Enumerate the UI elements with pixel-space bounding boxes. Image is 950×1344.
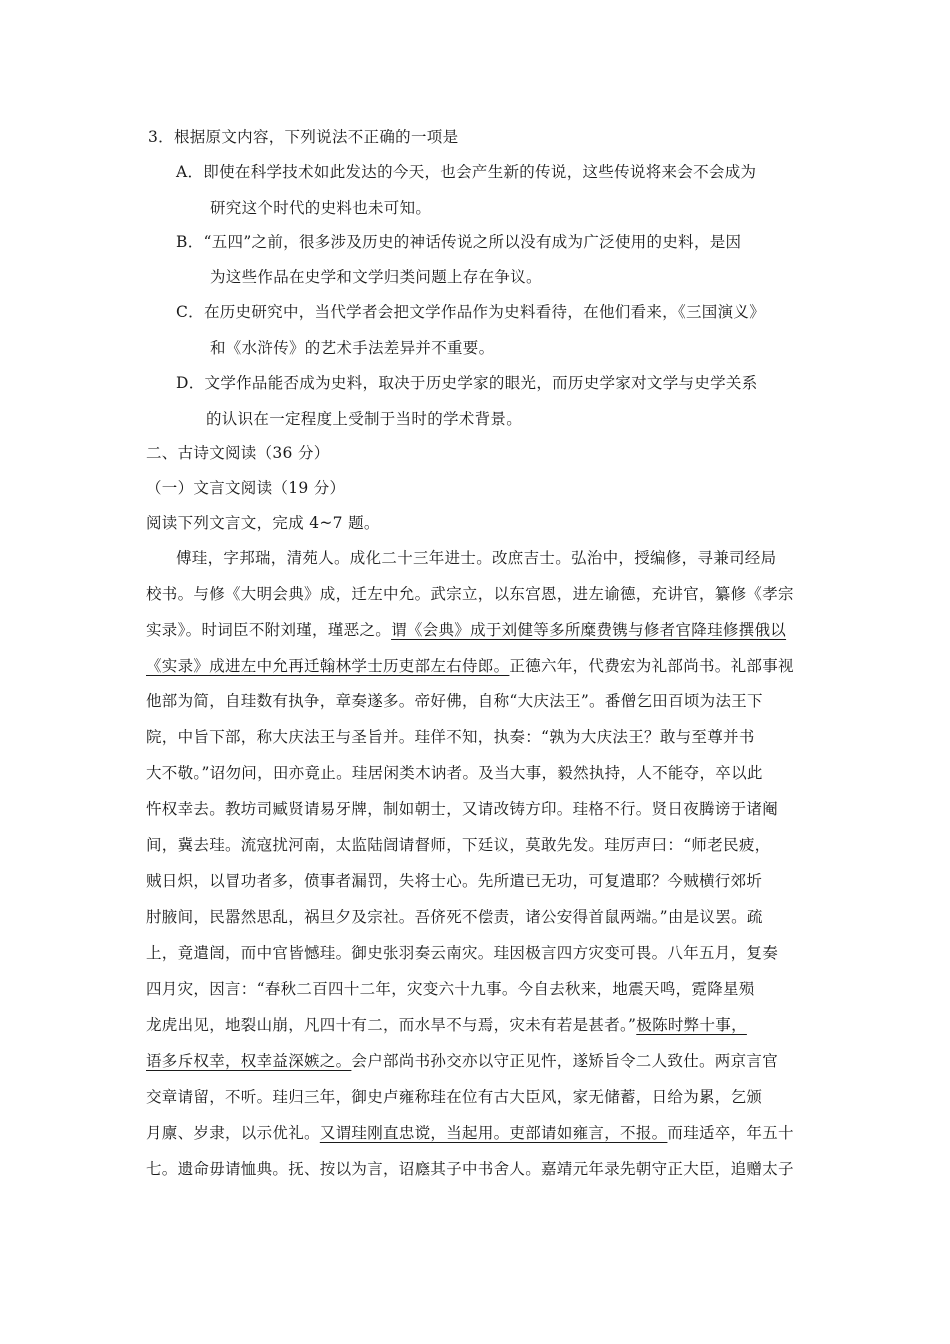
passage-line-7: 大不敬。”诏勿问，田亦竟止。珪居闲类木讷者。及当大事，毅然执持，人不能夺，卒以此 [146,764,763,782]
subsection-heading: （一）文言文阅读（19 分） [146,479,346,497]
reading-instruction: 阅读下列文言文，完成 4~7 题。 [146,514,380,532]
passage-line-8: 忤权幸去。教坊司臧贤请易牙牌，制如朝士，又请改铸方印。珪格不行。贤日夜腾谤于诸阉 [146,800,779,818]
passage-line-3 [146,619,786,641]
underlined-sentence-2-cont: 语多斥权幸，权幸益深嫉之。 [146,1052,352,1070]
passage-text: 月廪、岁隶，以示优礼。 [146,1124,320,1142]
question-3-stem: 3．根据原文内容，下列说法不正确的一项是 [148,128,459,146]
underlined-sentence-1: 谓《会典》成于刘健等多所糜费镌与修者官降珪修撰俄以 [391,621,787,639]
passage-line-12: 上，竟遣訚，而中官皆憾珪。御史张羽奏云南灾。珪因极言四方灾变可畏。八年五月，复奏 [146,944,779,962]
passage-line-10: 贼日炽，以冒功者多，偾事者漏罚，失将士心。先所遣已无功，可复遣耶？今贼横行郊圻 [146,872,763,890]
passage-line-11: 肘腋间，民嚣然思乱，祸旦夕及宗社。吾侪死不偿责，诸公安得首鼠两端。”由是议罢。疏 [146,908,763,926]
passage-line-18: 七。遗命毋请恤典。抚、按以为言，诏廕其子中书舍人。嘉靖元年录先朝守正大臣，追赠太子 [146,1160,794,1178]
passage-line-15 [146,1050,778,1072]
passage-line-9: 间，冀去珪。流寇扰河南，太监陆訚请督师，下廷议，莫敢先发。珪厉声曰：“师老民疲， [146,836,771,854]
option-a-line-2: 研究这个时代的史料也未可知。 [210,199,432,217]
passage-line-13: 四月灾，因言：“春秋二百四十二年，灾变六十九事。今自去秋来，地震天鸣，霓降星殒 [146,980,755,998]
passage-text: 实录》。时词臣不附刘瑾，瑾恶之。 [146,621,392,639]
passage-line-4 [146,655,794,677]
passage-text: 而珪适卒，年五十 [667,1124,794,1142]
option-d-line-2: 的认识在一定程度上受制于当时的学术背景。 [206,410,523,428]
option-c-line-1: C．在历史研究中，当代学者会把文学作品作为史料看待，在他们看来，《三国演义》 [176,303,766,321]
passage-line-2: 校书。与修《大明会典》成，迁左中允。武宗立，以东宫恩，进左谕德，充讲官，纂修《孝宗 [146,585,794,603]
passage-text: 正德六年，代费宏为礼部尚书。礼部事视 [509,657,794,675]
passage-text: 龙虎出见，地裂山崩，凡四十有二，而水旱不与焉，灾未有若是甚者。” [146,1016,637,1034]
underlined-sentence-1-cont: 《实录》成进左中允再迁翰林学士历吏部左右侍郎。 [146,657,510,675]
passage-line-5: 他部为简，自珪数有执争，章奏遂多。帝好佛，自称“大庆法王”。番僧乞田百顷为法王下 [146,692,763,710]
passage-text: 会户部尚书孙交亦以守正见忤，遂矫旨令二人致仕。两京言官 [351,1052,779,1070]
passage-line-16: 交章请留，不听。珪归三年，御史卢雍称珪在位有古大臣风，家无储蓄，日给为累，乞颁 [146,1088,763,1106]
option-b-line-2: 为这些作品在史学和文学归类问题上存在争议。 [210,268,542,286]
option-a-line-1: A．即使在科学技术如此发达的今天，也会产生新的传说，这些传说将来会不会成为 [176,163,757,181]
option-b-line-1: B．“五四”之前，很多涉及历史的神话传说之所以没有成为广泛使用的史料，是因 [176,233,742,251]
option-c-line-2: 和《水浒传》的艺术手法差异并不重要。 [210,339,495,357]
section-heading: 二、古诗文阅读（36 分） [146,444,330,462]
passage-line-6: 院，中旨下部，称大庆法王与圣旨并。珪佯不知，执奏：“孰为大庆法王？敢与至尊并书 [146,728,755,746]
passage-line-14 [146,1014,747,1036]
passage-line-17 [146,1122,794,1144]
underlined-sentence-3: 又谓珪刚直忠谠，当起用。吏部请如雍言，不报。 [319,1124,668,1142]
option-d-line-1: D．文学作品能否成为史料，取决于历史学家的眼光，而历史学家对文学与史学关系 [176,374,758,392]
passage-line-1: 傅珪，字邦瑞，清苑人。成化二十三年进士。改庶吉士。弘治中，授编修，寻兼司经局 [176,549,777,567]
underlined-sentence-2: 极陈时弊十事， [636,1016,747,1034]
